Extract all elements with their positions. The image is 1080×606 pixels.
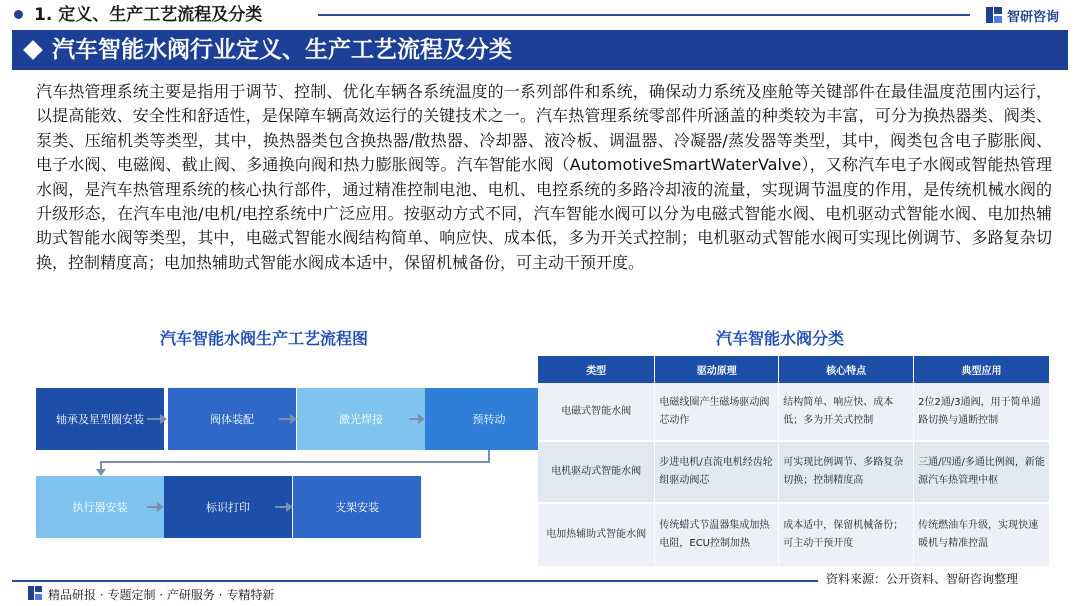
- table-cell: 结构简单、响应快、成本低；多为开关式控制: [779, 383, 914, 441]
- data-source-note: 资料来源：公开资料、智研咨询整理: [826, 572, 1019, 586]
- flow-step-valve-assembly: 阀体装配: [168, 388, 296, 450]
- flow-step-bracket-install: 支架安装: [293, 476, 421, 538]
- table-cell: 步进电机/直流电机经齿轮组驱动阀芯: [655, 441, 779, 503]
- connector-line: [100, 461, 490, 463]
- table-header-row: [538, 356, 1050, 383]
- table-row: [538, 503, 1050, 567]
- process-chart-title: 汽车智能水阀生产工艺流程图: [160, 329, 369, 348]
- table-cell: 三通/四通/多通比例阀，新能源汽车热管理中枢: [914, 441, 1050, 503]
- page-title: 汽车智能水阀行业定义、生产工艺流程及分类: [52, 37, 512, 63]
- table-row: [538, 441, 1050, 503]
- table-cell: 电磁式智能水阀: [538, 383, 655, 441]
- brand-logo: [986, 5, 1059, 25]
- flow-step-label-printing: 标识打印: [164, 476, 292, 538]
- arrow-right-icon: [409, 418, 419, 420]
- zhiyan-small-logo-icon: [28, 586, 42, 600]
- flow-step-pre-rotation: 预转动: [425, 388, 553, 450]
- intro-paragraph: 汽车热管理系统主要是指用于调节、控制、优化车辆各系统温度的一系列部件和系统，确保动力系统及座舱等关键部件在最佳温度范围内运行，以提高能效、安全性和舒适性，是保障车辆高效运行的关键技术之一。汽车热管理系统零部件所涵盖的种类较为丰富，可分为换热器类、阀类、泵类、压缩机类等类型，其中，换热器类包含换热器/散热器、冷却器、液冷板、调温器、冷凝器/蒸发器等类型，其中，阀类包含电子膨胀阀、电子水阀、电磁阀、截止阀、多通换向阀和热力膨胀阀等。汽车智能水阀（AutomotiveSmartWaterValve），又称汽车电子水阀或智能热管理水阀，是汽车热管理系统的核心执行部件，通过精准控制电池、电机、电控系统的多路冷却液的流量，实现调节温度的作用，是传统机械水阀的升级形态，在汽车电池/电机/电控系统中广泛应用。按驱动方式不同，汽车智能水阀可以分为电磁式智能水阀、电机驱动式智能水阀、电加热辅助式智能水阀等类型，其中，电磁式智能水阀结构简单、响应快、成本低，多为开关式控制；电机驱动式智能水阀可实现比例调节、多路复杂切换，控制精度高；电加热辅助式智能水阀成本适中，保留机械备份，可主动干预开度。: [36, 82, 1052, 272]
- table-cell: 成本适中，保留机械备份；可主动干预开度: [779, 503, 914, 567]
- table-cell: 2位2通/3通阀，用于简单通路切换与通断控制: [914, 383, 1050, 441]
- arrow-right-icon: [147, 506, 158, 508]
- flow-step-bearing-install: 轴承及星型圈安装: [36, 388, 164, 450]
- table-header-application: 典型应用: [914, 356, 1050, 383]
- table-header-type: 类型: [538, 356, 655, 383]
- arrow-down-icon: [96, 469, 106, 476]
- footer-services: 精品研报 · 专题定制 · 产研服务 · 专精特新: [48, 588, 275, 602]
- zhiyan-logo-icon: [986, 7, 1002, 23]
- table-row: [538, 383, 1050, 441]
- flow-step-actuator-install: 执行器安装: [36, 476, 164, 538]
- arrow-right-icon: [275, 506, 287, 508]
- classification-title: 汽车智能水阀分类: [716, 329, 845, 348]
- arrow-right-icon: [147, 418, 161, 420]
- table-header-principle: 驱动原理: [655, 356, 779, 383]
- arrow-right-icon: [279, 418, 291, 420]
- table-cell: 可实现比例调节、多路复杂切换；控制精度高: [779, 441, 914, 503]
- classification-table: [538, 356, 1050, 568]
- table-cell: 电加热辅助式智能水阀: [538, 503, 655, 567]
- logo-text: 智研咨询: [1007, 9, 1060, 25]
- flow-step-laser-welding: 激光焊接: [297, 388, 425, 450]
- section-title: 1. 定义、生产工艺流程及分类: [34, 5, 263, 25]
- table-cell: 传统燃油车升级，实现快速暖机与精准控温: [914, 503, 1050, 567]
- table-cell: 传统蜡式节温器集成加热电阻，ECU控制加热: [655, 503, 779, 567]
- table-cell: 电磁线圈产生磁场驱动阀芯动作: [655, 383, 779, 441]
- table-header-features: 核心特点: [779, 356, 914, 383]
- footer-divider: [12, 580, 818, 582]
- table-cell: 电机驱动式智能水阀: [538, 441, 655, 503]
